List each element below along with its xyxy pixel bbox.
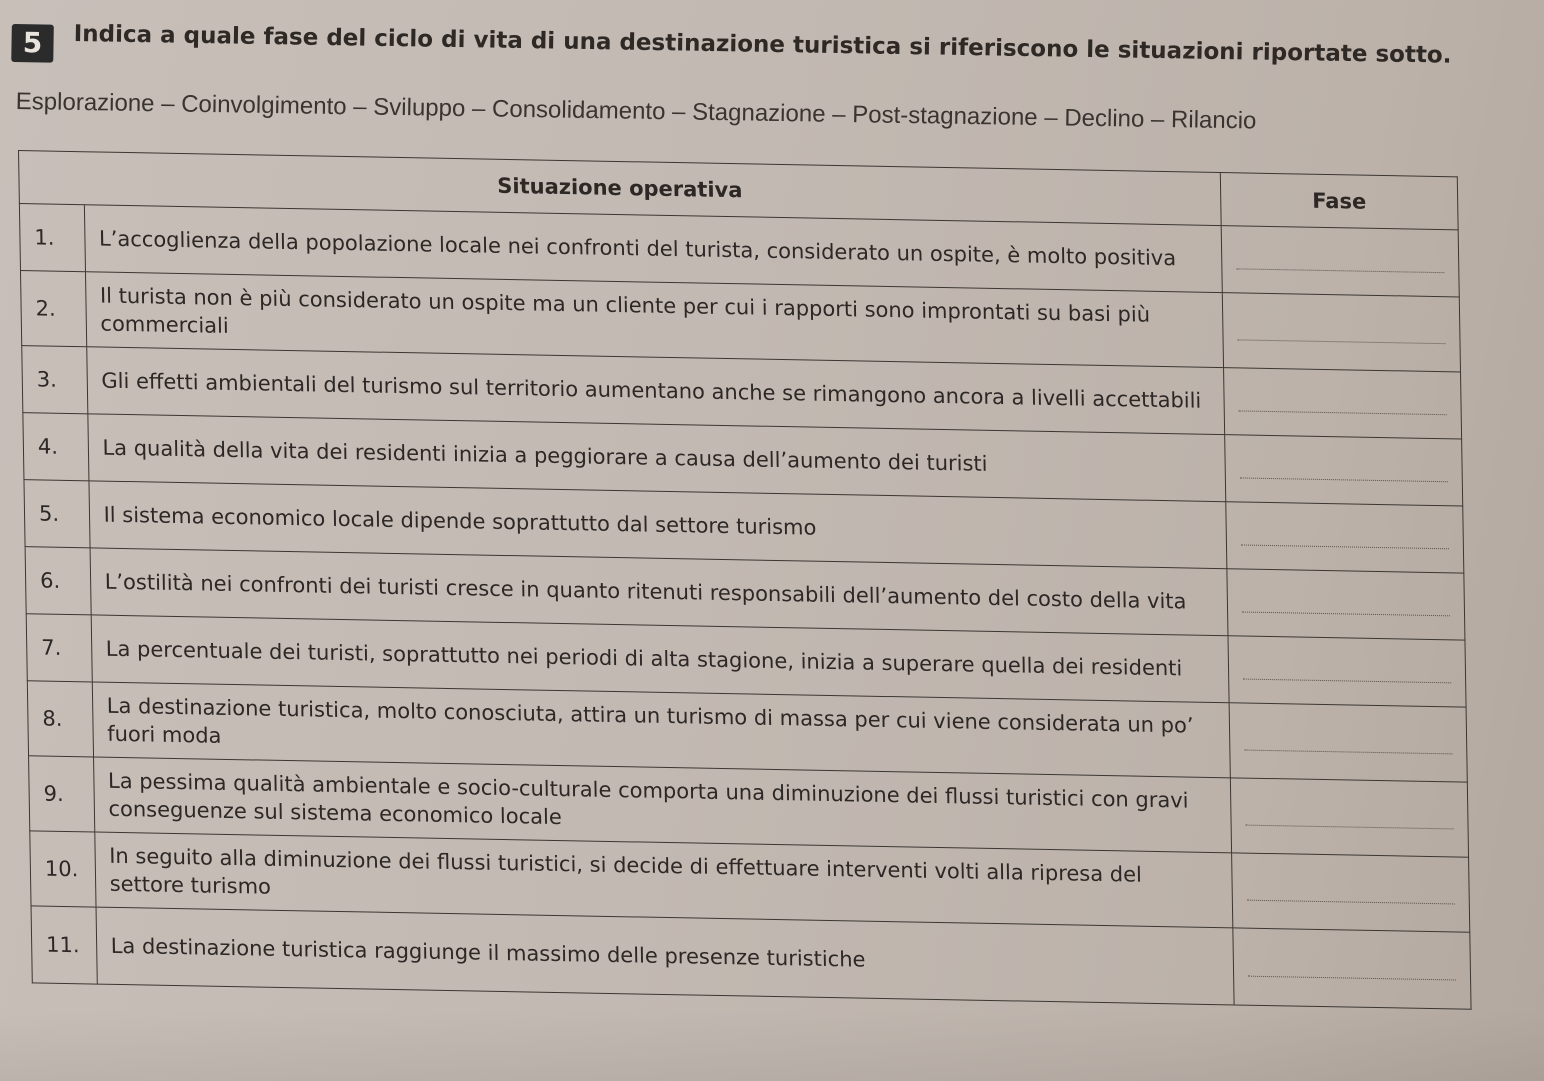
row-situation: La pessima qualità ambientale e socio-culturale comporta una diminuzione dei flussi turistici con gravi conseguenze sul sistema economico locale	[93, 757, 1231, 853]
row-number: 6.	[25, 547, 91, 615]
answer-line	[1247, 899, 1455, 905]
row-situation: Gli effetti ambientali del turismo sul territorio aumentano anche se rimangono ancora a livelli accettabili	[86, 347, 1224, 435]
row-situation: Il sistema economico locale dipende soprattutto dal settore turismo	[89, 481, 1227, 569]
row-number: 5.	[24, 480, 90, 548]
row-number: 8.	[27, 681, 93, 757]
header-phase: Fase	[1220, 173, 1458, 230]
row-number: 1.	[19, 204, 85, 272]
answer-line	[1246, 824, 1454, 830]
row-number: 9.	[29, 756, 95, 832]
row-number: 2.	[20, 271, 86, 347]
row-situation: Il turista non è più considerato un ospite ma un cliente per cui i rapporti sono improntati su basi più commerciali	[85, 272, 1223, 368]
answer-line	[1242, 611, 1450, 617]
row-situation: La qualità della vita dei residenti inizia a peggiorare a causa dell’aumento dei turisti	[87, 414, 1225, 502]
answer-line	[1241, 543, 1449, 549]
row-situation: L’accoglienza della popolazione locale nei confronti del turista, considerato un ospite, è molto positiva	[84, 205, 1222, 293]
row-number: 7.	[26, 614, 92, 682]
phase-answer-field[interactable]	[1228, 636, 1466, 707]
row-number: 10.	[30, 831, 96, 907]
row-number: 11.	[31, 906, 97, 984]
row-situation: La percentuale dei turisti, soprattutto nei periodi di alta stagione, inizia a superare quella dei residenti	[91, 615, 1229, 703]
phase-answer-field[interactable]	[1233, 928, 1471, 1009]
answer-line	[1240, 476, 1448, 482]
phase-answer-field[interactable]	[1226, 502, 1464, 573]
phase-answer-field[interactable]	[1229, 703, 1467, 782]
row-number: 3.	[22, 346, 88, 414]
phases-list: Esplorazione – Coinvolgimento – Sviluppo – Consolidamento – Stagnazione – Post-stagnazione – Declino – Rilancio	[15, 88, 1257, 135]
phase-answer-field[interactable]	[1224, 368, 1462, 439]
answer-line	[1244, 749, 1452, 755]
answer-line	[1248, 975, 1456, 981]
phase-answer-field[interactable]	[1232, 853, 1470, 932]
header-situation: Situazione operativa	[19, 151, 1222, 226]
page-bottom-shade	[0, 1010, 1544, 1081]
row-situation: La destinazione turistica raggiunge il massimo delle presenze turistiche	[96, 907, 1234, 1005]
exercise-number-badge: 5	[11, 24, 54, 63]
exercise-header	[12, 14, 1512, 69]
answer-line	[1239, 409, 1447, 415]
row-situation: La destinazione turistica, molto conosciuta, attira un turismo di massa per cui viene considerata un po’ fuori moda	[92, 682, 1230, 778]
phase-answer-field[interactable]	[1221, 226, 1459, 297]
situations-table	[18, 150, 1472, 1010]
row-situation: In seguito alla diminuzione dei flussi turistici, si decide di effettuare interventi volti alla ripresa del settore turismo	[94, 832, 1232, 928]
table-wrapper	[18, 150, 1472, 1010]
answer-line	[1236, 267, 1444, 273]
phase-answer-field[interactable]	[1222, 293, 1460, 372]
phase-answer-field[interactable]	[1230, 778, 1468, 857]
row-number: 4.	[23, 413, 89, 481]
row-situation: L’ostilità nei confronti dei turisti cresce in quanto ritenuti responsabili dell’aumento del costo della vita	[90, 548, 1228, 636]
phase-answer-field[interactable]	[1225, 435, 1463, 506]
exercise-instruction: Indica a quale fase del ciclo di vita di una destinazione turistica si riferiscono le situazioni riportate sotto.	[73, 20, 1452, 69]
answer-line	[1238, 338, 1446, 344]
answer-line	[1243, 678, 1451, 684]
phase-answer-field[interactable]	[1227, 569, 1465, 640]
